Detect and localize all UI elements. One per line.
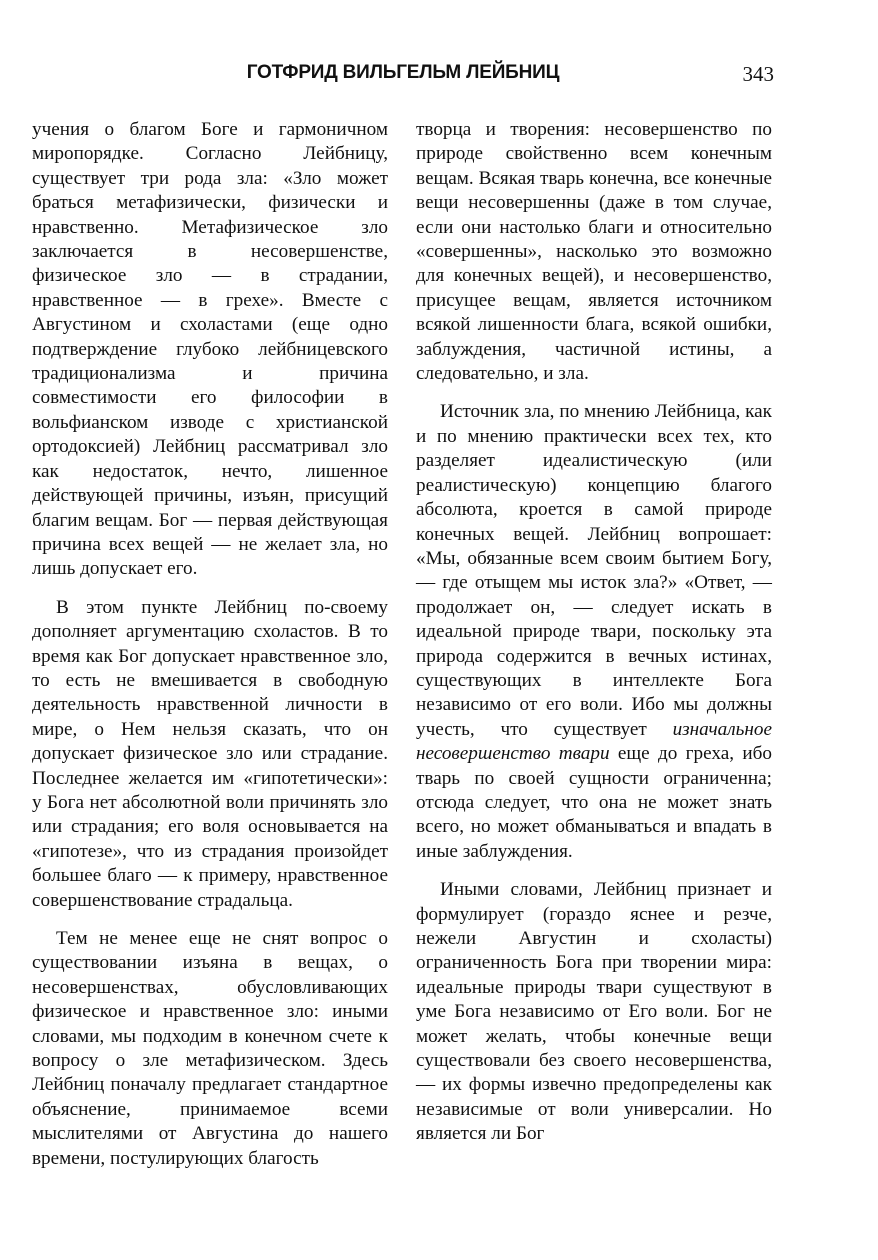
paragraph-text: еще до греха, ибо тварь по своей сущности ограниченна; отсюда следует, что она не может знать всего, но может обманываться и впадать в иные заблуждения. xyxy=(416,743,772,862)
emphasized-phrase: изначальное несовершенство твари xyxy=(416,718,772,765)
paragraph: Иными словами, Лейбниц признает и формулирует (гораздо яснее и резче, нежели Августин и схоласты) ограниченность Бога при творении мира: идеальные природы твари существуют в уме Бога независимо от Его воли. Бог не может желать, чтобы конечные вещи существовали без своего несовершенства, — их формы извечно предопределены как независимые от воли универсалии. Но является ли Бог xyxy=(416,879,772,1145)
paragraph xyxy=(416,400,772,864)
running-title: ГОТФРИД ВИЛЬГЕЛЬМ ЛЕЙБНИЦ xyxy=(246,62,560,83)
paragraph: учения о благом Боге и гармоничном миропорядке. Согласно Лейбницу, существует три рода зла: «Зло может браться метафизически, физически и нравственно. Метафизическое зло заключается в несовершенстве, физическое зло — в страдании, нравственное — в грехе». Вместе с Августином и схоластами (еще одно подтверждение глубоко лейбницевского традиционализма и причина совместимости его философии в вольфианском изводе с христианской ортодоксией) Лейбниц рассматривал зло как недостаток, нечто, лишенное действующей причины, изъян, присущий благим вещам. Бог — первая действующая причина всех вещей — не желает зла, но лишь допускает его. xyxy=(32,119,388,580)
paragraph: творца и творения: несовершенство по природе свойственно всем конечным вещам. Всякая тварь конечна, все конечные вещи несовершенны (даже в том случае, если они настолько благи и относительно «совершенны», насколько это возможно для конечных вещей), и несовершенство, присущее вещам, является источником всякой лишенности блага, всякой ошибки, заблуждения, частичной истины, а следовательно, и зла. xyxy=(416,119,772,385)
left-column xyxy=(32,118,388,1185)
running-header xyxy=(32,62,774,96)
right-column xyxy=(416,118,772,1161)
page-number: 343 xyxy=(742,62,774,86)
paragraph: Тем не менее еще не снят вопрос о существовании изъяна в вещах, о несовершенствах, обусловливающих физическое и нравственное зло: иными словами, мы подходим в конечном счете к вопросу о зле метафизическом. Здесь Лейбниц поначалу предлагает стандартное объяснение, принимаемое всеми мыслителями от Августина до нашего времени, постулирующих благость xyxy=(32,928,388,1169)
paragraph: В этом пункте Лейбниц по-своему дополняет аргументацию схоластов. В то время как Бог допускает нравственное зло, то есть не вмешивается в свободную деятельность нравственной личности в мире, о Нем нельзя сказать, что он допускает физическое зло или страдание. Последнее желается им «гипотетически»: у Бога нет абсолютной воли причинять зло или страдания; его воля основывается на «гипотезе», что из страдания произойдет большее благо — к примеру, нравственное совершенствование страдальца. xyxy=(32,596,388,911)
paragraph-text: Источник зла, по мнению Лейбница, как и по мнению практически всех тех, кто разделяет идеалистическую (или реалистическую) концепцию благого абсолюта, кроется в самой природе конечных вещей. Лейбниц вопрошает: «Мы, обязанные всем своим бытием Богу, — где отыщем мы исток зла?» «Ответ, — продолжает он, — следует искать в идеальной природе твари, поскольку эта природа содержится в вечных истинах, существующих в интеллекте Бога независимо от его воли. Ибо мы должны учесть, что существует xyxy=(416,401,772,740)
